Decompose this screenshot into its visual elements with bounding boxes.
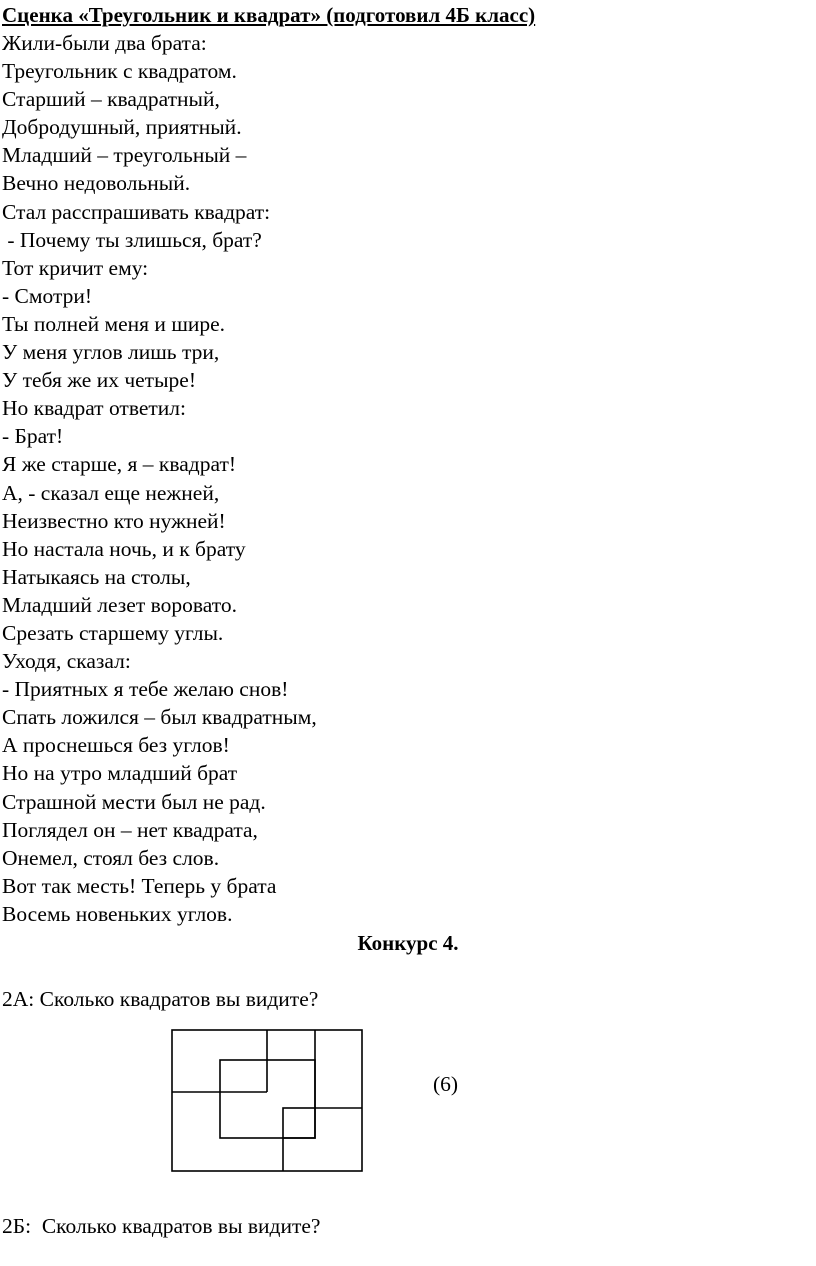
bottom-square [283,1108,315,1138]
poem-line: - Почему ты злишься, брат? [2,227,262,252]
poem-line: Но квадрат ответил: [2,396,186,421]
question-2b: 2Б: Сколько квадратов вы видите? [2,1214,321,1238]
poem-line: Добродушный, приятный. [2,115,242,140]
poem-line: Младший лезет воровато. [2,592,237,617]
poem-text [2,29,317,928]
document-title: Сценка «Треугольник и квадрат» (подготовил 4Б класс) [2,3,536,27]
poem-line: Я же старше, я – квадрат! [2,452,237,477]
poem-line: Жили-были два брата: [2,31,207,55]
poem-line: Поглядел он – нет квадрата, [2,817,258,842]
poem-line: Вечно недовольный. [2,171,191,196]
question-2a: 2А: Сколько квадратов вы видите? [2,987,319,1011]
poem-line: - Брат! [2,424,64,449]
poem-line: У тебя же их четыре! [2,368,196,393]
contest-heading: Конкурс 4. [357,931,459,955]
poem-line: Спать ложился – был квадратным, [2,705,317,730]
poem-line: А проснешься без углов! [2,733,230,758]
poem-line: - Смотри! [2,283,93,308]
poem-line: Тот кричит ему: [2,255,149,280]
poem-line: Но настала ночь, и к брату [2,536,246,561]
poem-line: Страшной мести был не рад. [2,789,266,814]
poem-line: - Приятных я тебе желаю снов! [2,677,289,702]
poem-line: А, - сказал еще нежней, [2,480,220,505]
poem-line: Неизвестно кто нужней! [2,508,226,533]
poem-line: У меня углов лишь три, [2,340,220,365]
poem-line: Восемь новеньких углов. [2,901,233,926]
squares-figure [170,1028,364,1173]
poem-line: Вот так месть! Теперь у брата [2,873,277,898]
poem-line: Натыкаясь на столы, [2,564,191,589]
poem-line: Онемел, стоял без слов. [2,845,220,870]
poem-line: Но на утро младший брат [2,761,238,786]
poem-line: Стал расспрашивать квадрат: [2,199,271,224]
answer-2a: (6) [433,1072,459,1096]
poem-line: Срезать старшему углы. [2,620,224,645]
poem-line: Младший – треугольный – [2,143,247,168]
poem-line: Старший – квадратный, [2,87,220,112]
poem-line: Треугольник с квадратом. [2,59,237,84]
poem-line: Уходя, сказал: [2,649,131,674]
poem-line: Ты полней меня и шире. [2,311,226,336]
